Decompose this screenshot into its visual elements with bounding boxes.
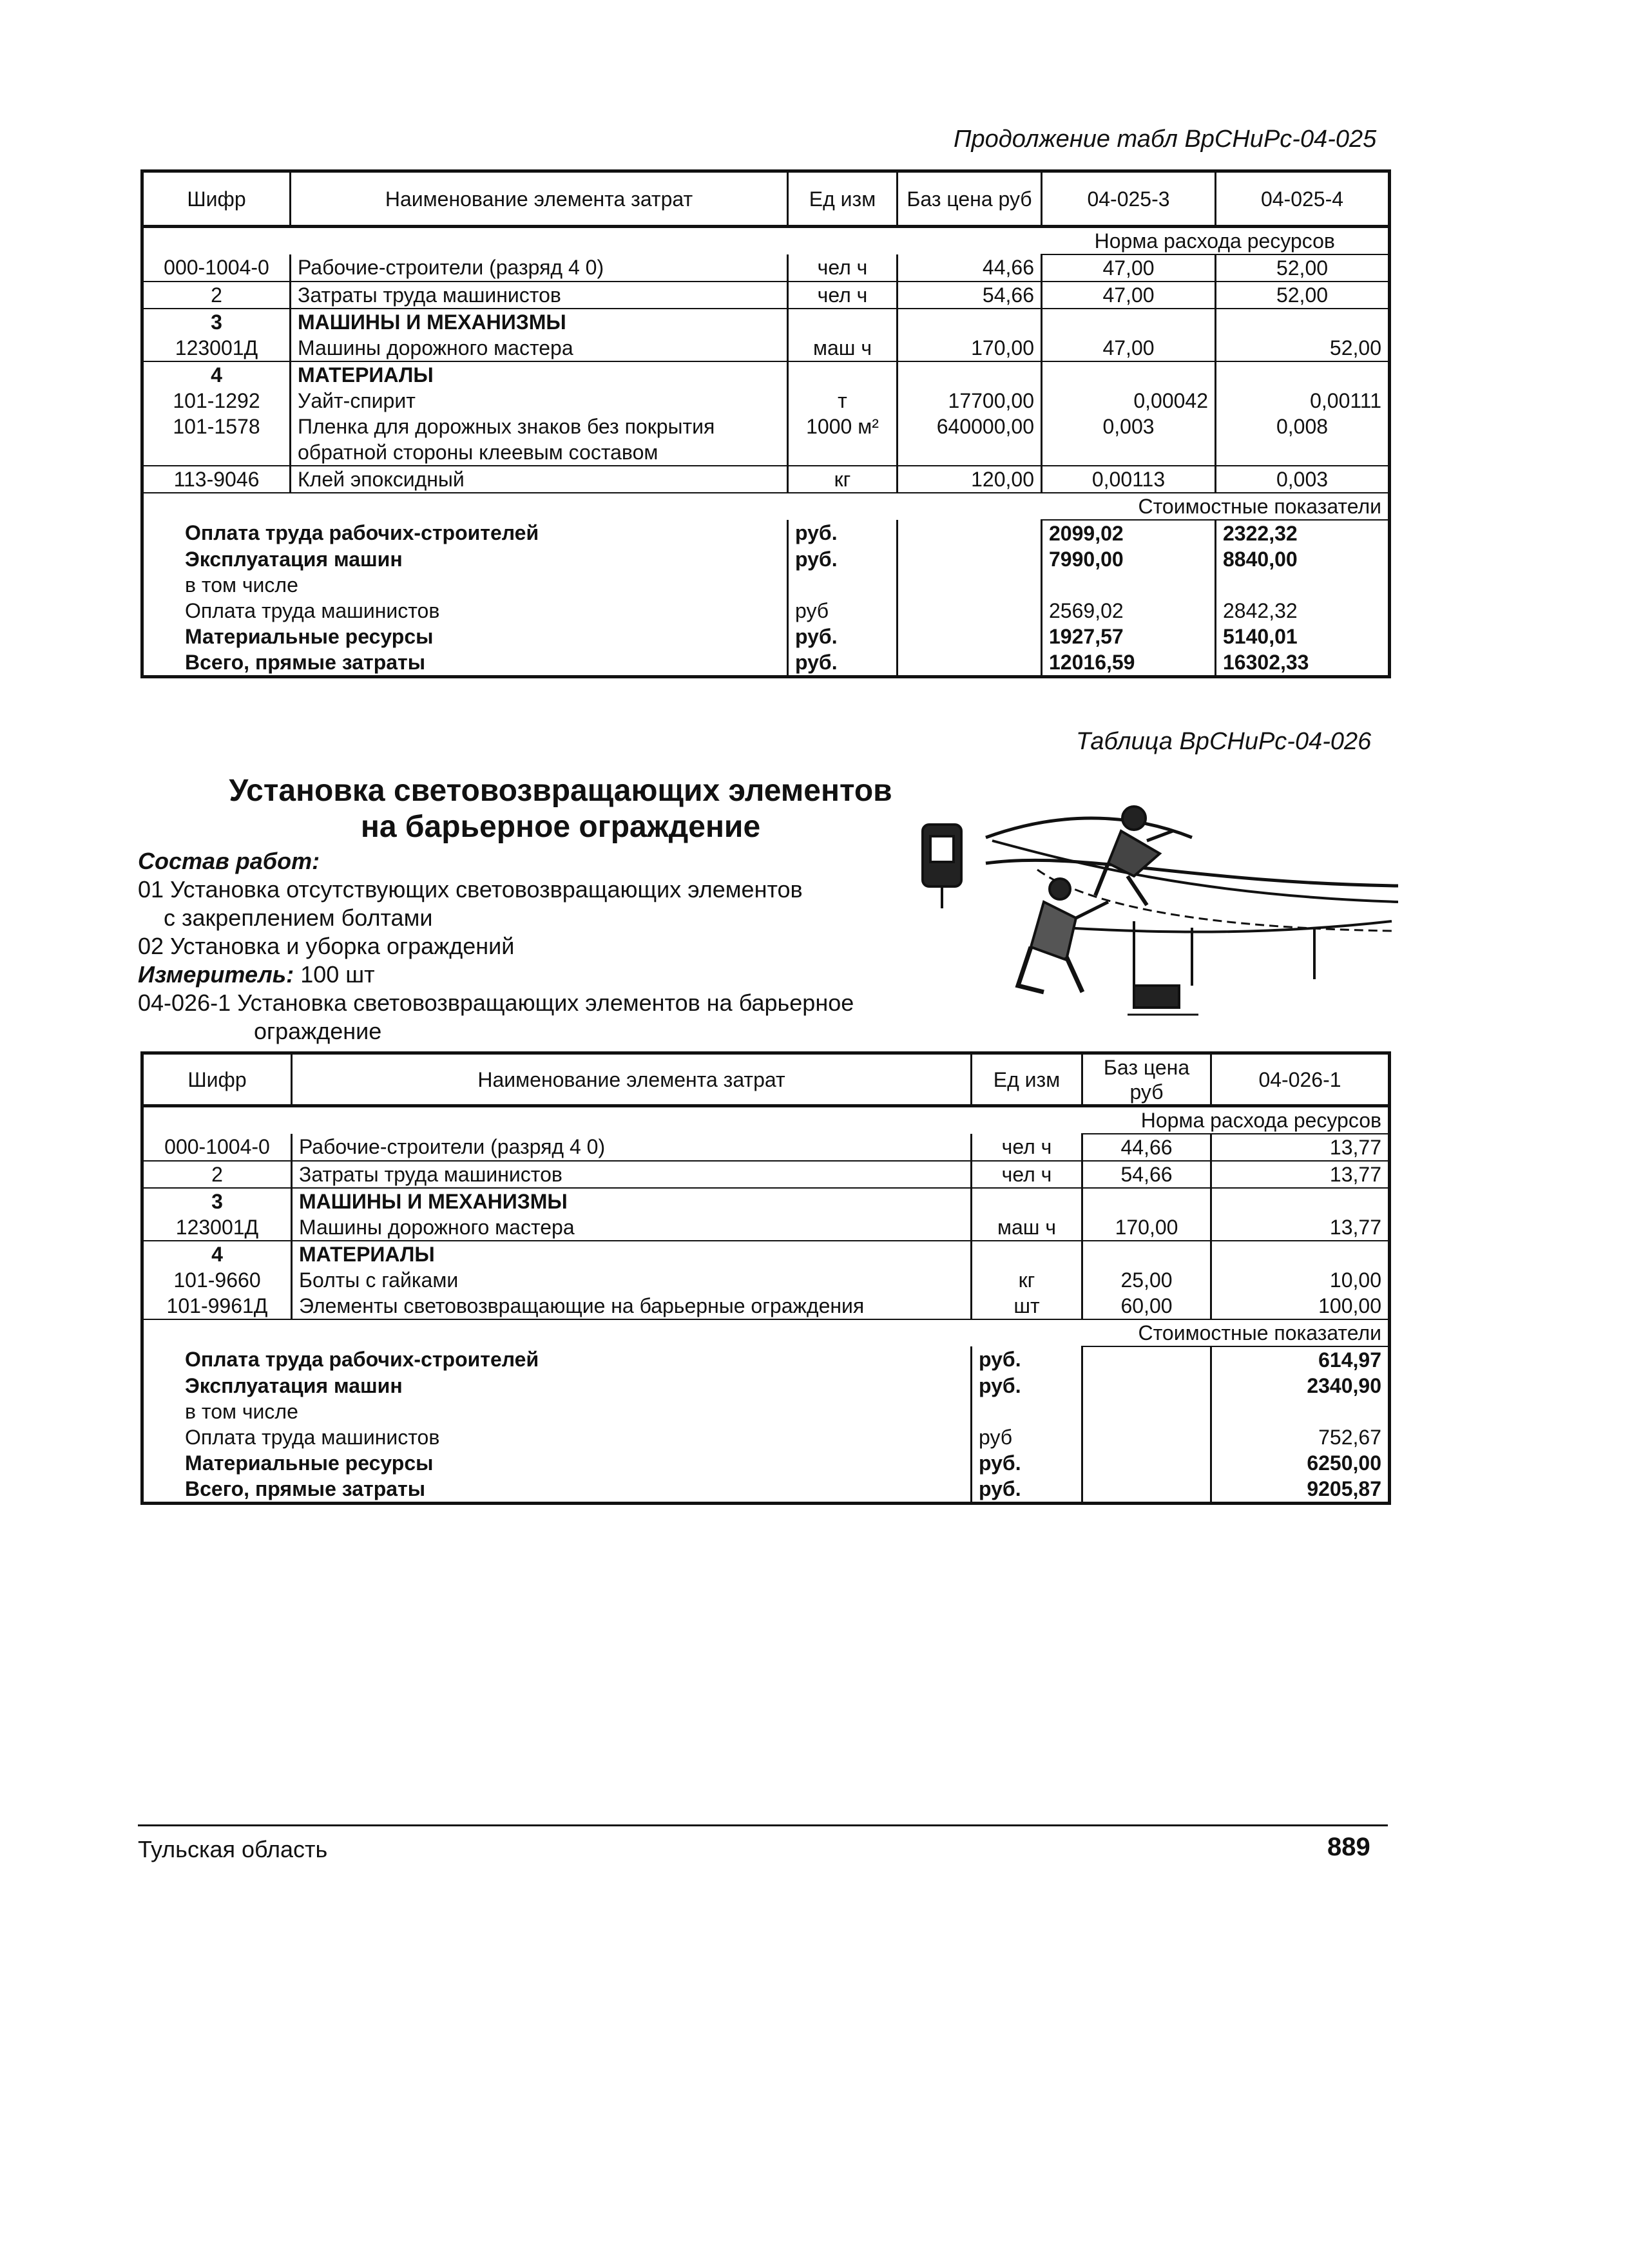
cost-row: Оплата труда рабочих-строителей руб. 2099,02 2322,32 [142,520,1390,546]
table-row: 2 Затраты труда машинистов чел ч 54,66 47,00 52,00 [142,282,1390,309]
resource-table-04-026 [140,1051,1391,1505]
cost-row: Всего, прямые затраты руб. 12016,59 16302,33 [142,649,1390,677]
composition-label: Состав работ: [138,848,320,874]
table-row: 123001Д Машины дорожного мастера маш ч 170,00 13,77 [142,1214,1390,1241]
table-row: 101-1292 Уайт-спирит т 17700,00 0,00042 0,00111 [142,388,1390,414]
work-item-02: 02 Установка и уборка ограждений [138,933,515,959]
cost-row: Всего, прямые затраты руб. 9205,87 [142,1476,1390,1504]
cost-row: Оплата труда машинистов руб 752,67 [142,1424,1390,1450]
cost-row: Материальные ресурсы руб. 1927,57 5140,01 [142,624,1390,649]
page-number: 889 [1327,1833,1370,1861]
resource-table-04-025 [140,169,1391,678]
table-row: 101-9961Д Элементы световозвращающие на барьерные ограждения шт 60,00 100,00 [142,1293,1390,1319]
footer-region: Тульская область [138,1836,328,1862]
table-caption-04-026: Таблица ВрСНиРс-04-026 [1076,728,1372,755]
norm-label: Норма расхода ресурсов [1042,227,1390,255]
cost-row: Эксплуатация машин руб. 7990,00 8840,00 [142,546,1390,572]
table-row: 101-1578 Пленка для дорожных знаков без покрытия 1000 м² 640000,00 0,003 0,008 [142,414,1390,439]
table-row: 3 МАШИНЫ И МЕХАНИЗМЫ [142,1188,1390,1214]
footer-rule [138,1824,1388,1826]
header-col-04-026-1: 04-026-1 [1211,1053,1390,1106]
header-price: Баз цена руб [1082,1053,1211,1106]
header-col-04-025-4: 04-025-4 [1216,171,1390,227]
table-row: 123001Д Машины дорожного мастера маш ч 170,00 47,00 52,00 [142,335,1390,361]
header-name: Наименование элемента затрат [292,1053,972,1106]
table-row: 101-9660 Болты с гайками кг 25,00 10,00 [142,1267,1390,1293]
header-price: Баз цена руб [898,171,1042,227]
cost-row: Оплата труда рабочих-строителей руб. 614,97 [142,1346,1390,1373]
header-col-04-025-3: 04-025-3 [1042,171,1216,227]
table-row: 3 МАШИНЫ И МЕХАНИЗМЫ [142,309,1390,335]
cost-row: в том числе [142,1399,1390,1424]
cost-row: Эксплуатация машин руб. 2340,90 [142,1373,1390,1399]
cost-row: Оплата труда машинистов руб 2569,02 2842,32 [142,598,1390,624]
workers-illustration [915,792,1398,1024]
work-item-01: 01 Установка отсутствующих световозвращающих элементов [138,876,803,903]
table-row: 2 Затраты труда машинистов чел ч 54,66 13,77 [142,1161,1390,1188]
cost-row: Материальные ресурсы руб. 6250,00 [142,1450,1390,1476]
header-unit: Ед изм [788,171,898,227]
table-row: 113-9046 Клей эпоксидный кг 120,00 0,00113 0,003 [142,466,1390,493]
table-row: 000-1004-0 Рабочие-строители (разряд 4 0) чел ч 44,66 13,77 [142,1134,1390,1161]
item-04-026-1: 04-026-1 Установка световозвращающих элементов на барьерное [138,990,854,1016]
cost-label: Стоимостные показатели [1042,493,1390,520]
section-title: Установка световозвращающих элементов на барьерное ограждение [229,774,892,844]
table-caption-04-025: Продолжение табл ВрСНиРс-04-025 [954,126,1377,153]
meter: Измеритель: 100 шт [138,961,375,988]
work-composition: Состав работ: 01 Установка отсутствующих световозвращающих элементов с закреплением болтами 02 Установка и уборка ограждений Измеритель: 100 шт 04-026-1 Установка световозвращающих элементов на барьерное ограждение [138,847,911,1046]
table-row: 000-1004-0 Рабочие-строители (разряд 4 0) чел ч 44,66 47,00 52,00 [142,254,1390,282]
header-unit: Ед изм [972,1053,1082,1106]
table-row: обратной стороны клеевым составом [142,439,1390,466]
table-row: 4 МАТЕРИАЛЫ [142,361,1390,388]
norm-label: Норма расхода ресурсов [1082,1106,1390,1134]
header-code: Шифр [142,1053,292,1106]
cost-row: в том числе [142,572,1390,598]
table-row: 4 МАТЕРИАЛЫ [142,1241,1390,1267]
header-name: Наименование элемента затрат [291,171,788,227]
header-code: Шифр [142,171,291,227]
cost-label: Стоимостные показатели [1082,1319,1390,1346]
